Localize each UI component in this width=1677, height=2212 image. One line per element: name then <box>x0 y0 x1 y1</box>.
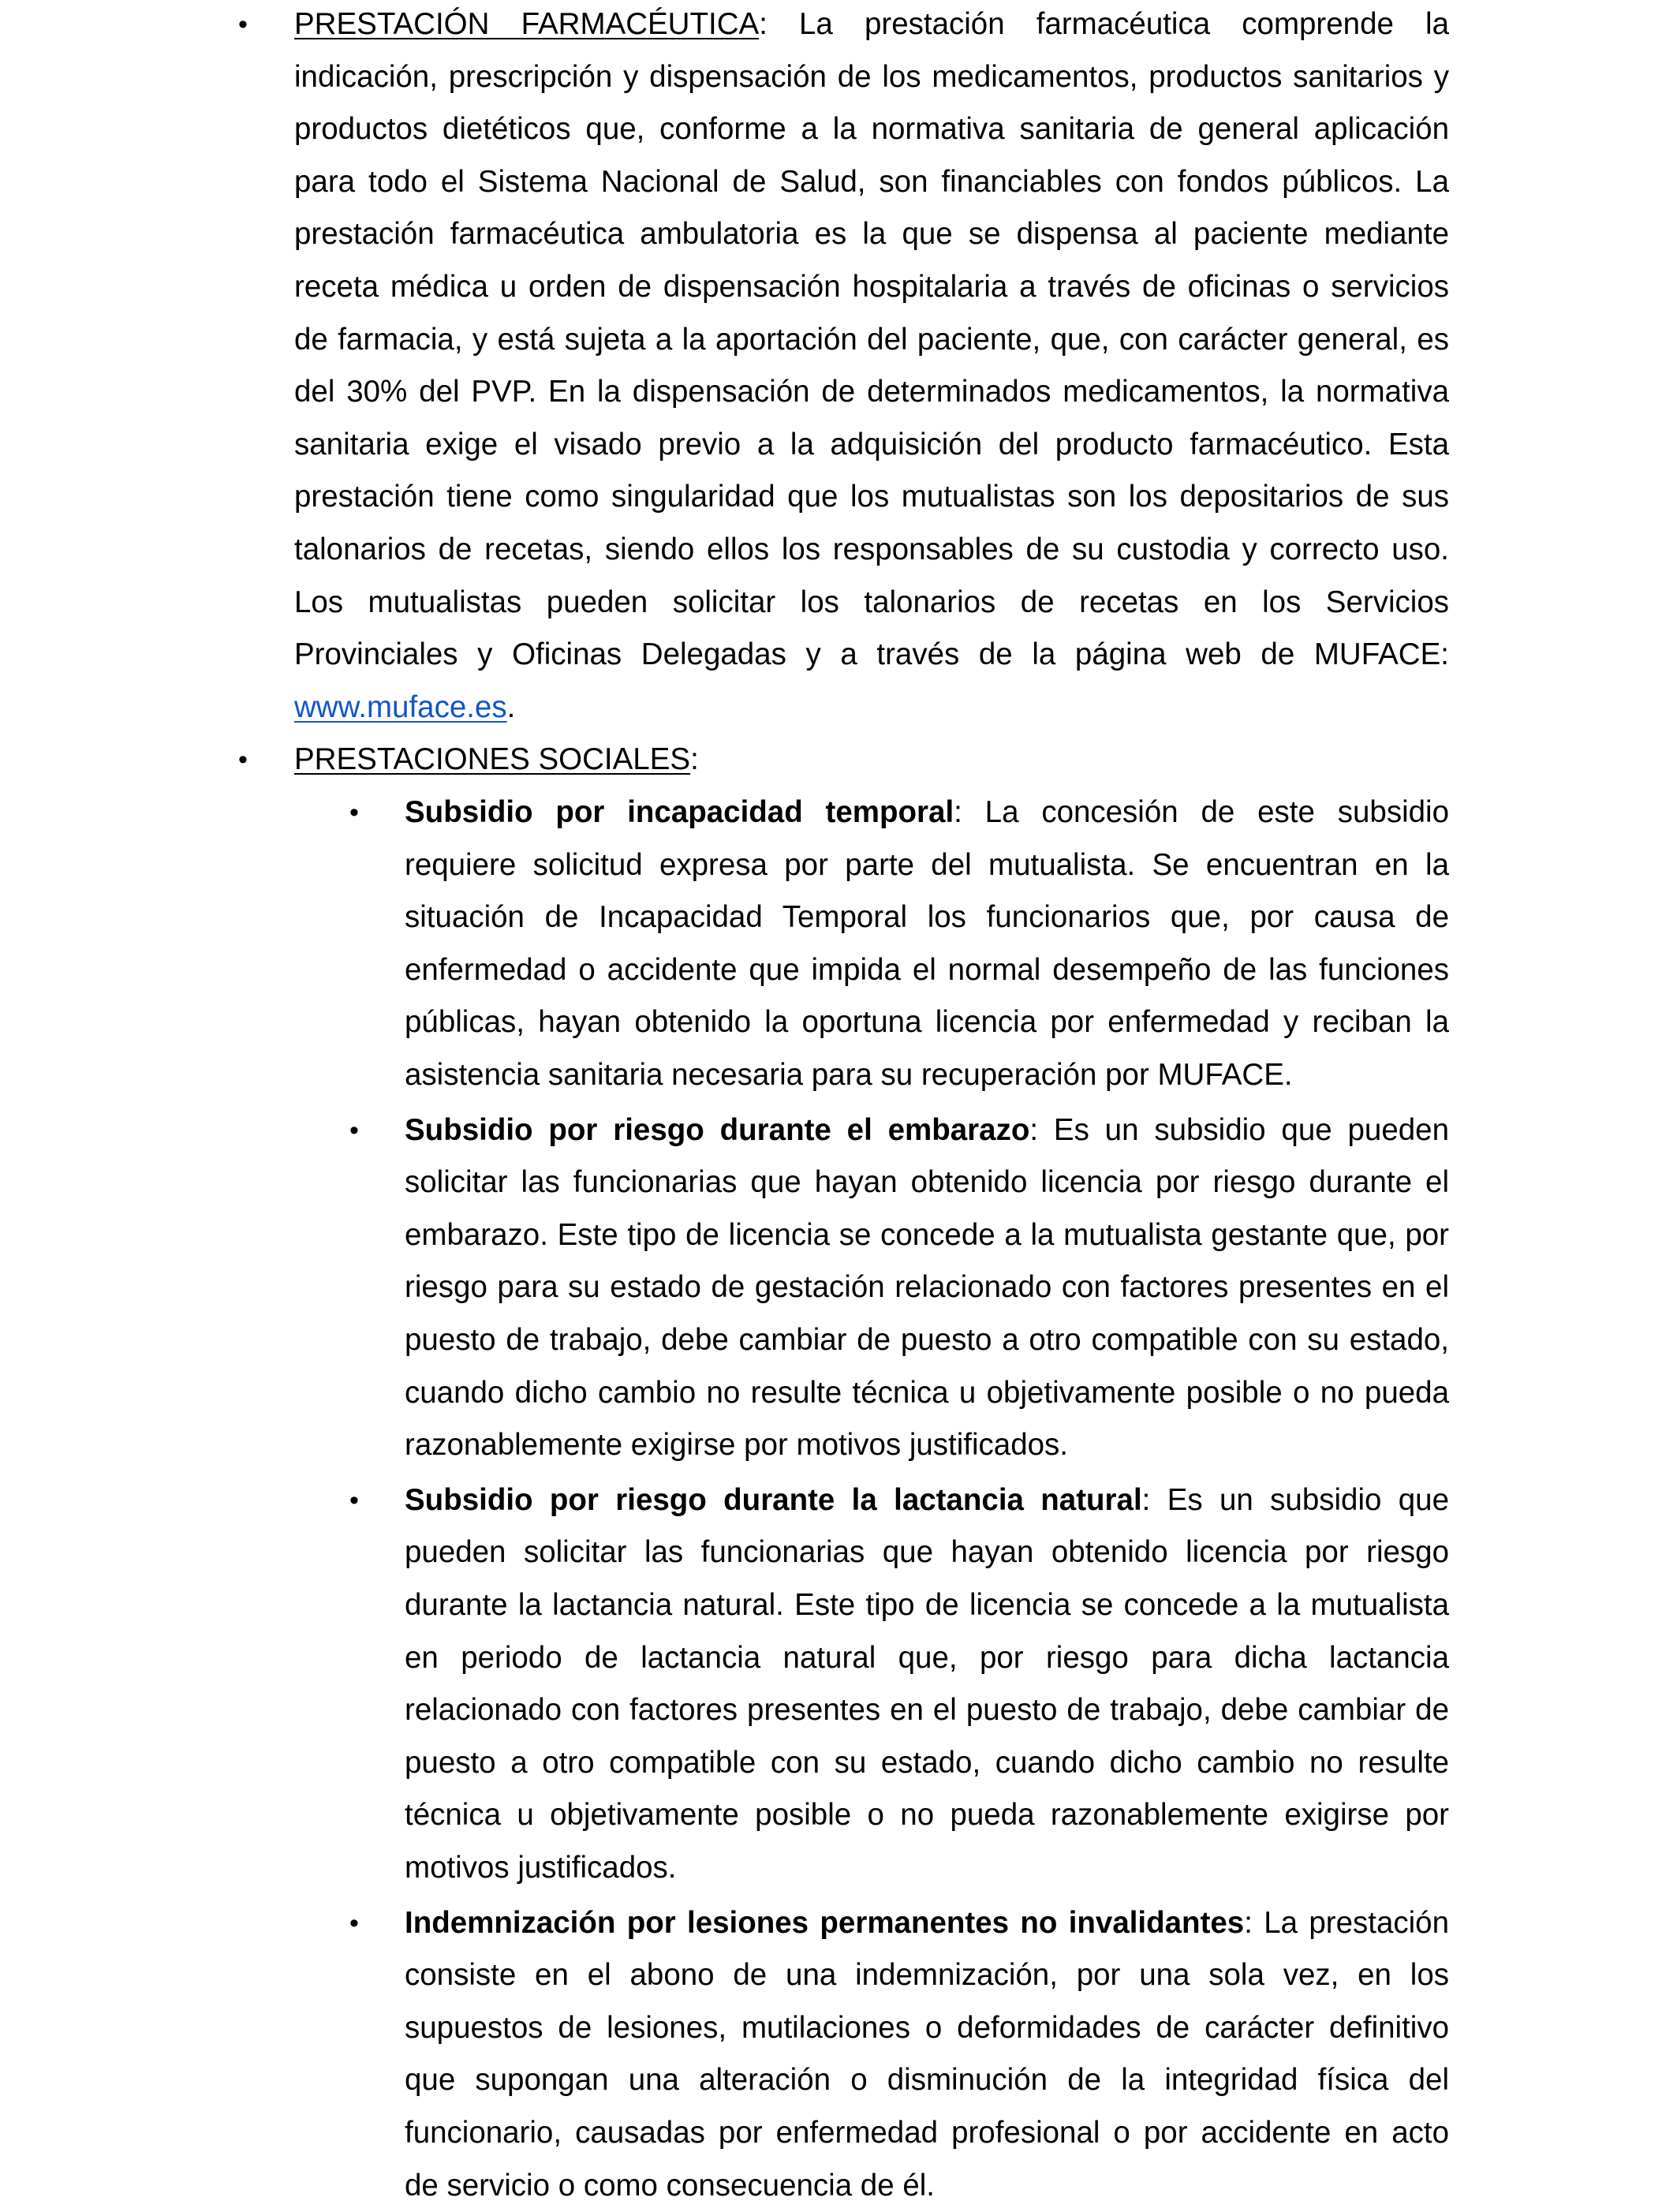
text-line <box>405 1842 1449 1895</box>
text-line <box>405 1314 1449 1367</box>
text-line <box>294 156 1449 209</box>
paragraph-text: enfermedad o accidente que impida el normal desempeño de las funciones <box>405 952 1449 987</box>
text-line <box>294 51 1449 104</box>
text-line <box>405 839 1449 892</box>
paragraph-text: durante la lactancia natural. Este tipo de licencia se concede a la mutualista <box>405 1588 1449 1622</box>
subitem-title: Subsidio por riesgo durante la lactancia natural <box>405 1482 1142 1517</box>
text-line <box>294 419 1449 472</box>
text-line <box>294 682 1449 734</box>
text-line <box>294 314 1449 367</box>
paragraph-text: embarazo. Este tipo de licencia se concede a la mutualista gestante que, por <box>405 1217 1449 1252</box>
paragraph-text: requiere solicitud expresa por parte del mutualista. Se encuentran en la <box>405 847 1449 882</box>
paragraph-text: : La concesión de este subsidio <box>954 795 1449 829</box>
heading-colon: : <box>690 742 699 777</box>
paragraph-text: funcionario, causadas por enfermedad profesional o por accidente en acto <box>405 2116 1449 2150</box>
paragraph-text: solicitar las funcionarias que hayan obtenido licencia por riesgo durante el <box>405 1165 1449 1200</box>
text-line <box>405 1261 1449 1314</box>
text-line <box>294 366 1449 419</box>
text-line <box>294 734 1449 787</box>
paragraph-text: del 30% del PVP. En la dispensación de determinados medicamentos, la normativa <box>294 375 1449 409</box>
text-line <box>405 1104 1449 1157</box>
section-heading: PRESTACIÓN FARMACÉUTICA <box>294 7 760 41</box>
text-line <box>294 629 1449 682</box>
text-line <box>405 1419 1449 1472</box>
paragraph-text: consiste en el abono de una indemnización, por una sola vez, en los <box>405 1958 1449 1993</box>
text-line <box>405 1737 1449 1790</box>
paragraph-text: para todo el Sistema Nacional de Salud, son financiables con fondos públicos. La <box>294 164 1449 199</box>
text-line <box>405 1897 1449 1950</box>
paragraph-text: : Es un subsidio que pueden <box>1029 1112 1449 1147</box>
text-line <box>405 891 1449 944</box>
paragraph-text: pueden solicitar las funcionarias que hayan obtenido licencia por riesgo <box>405 1535 1449 1570</box>
muface-link[interactable]: www.muface.es <box>294 689 507 724</box>
paragraph-text: puesto de trabajo, debe cambiar de puesto a otro compatible con su estado, <box>405 1323 1449 1357</box>
text-line <box>405 1579 1449 1632</box>
text-line <box>294 471 1449 524</box>
text-line <box>405 1632 1449 1685</box>
text-line <box>405 2002 1449 2055</box>
text-line <box>405 1049 1449 1102</box>
paragraph-text: talonarios de recetas, siendo ellos los responsables de su custodia y correcto uso. <box>294 532 1449 566</box>
paragraph-text: técnica u objetivamente posible o no pueda razonablemente exigirse por <box>405 1798 1449 1833</box>
text-line <box>405 996 1449 1049</box>
text-line <box>294 577 1449 630</box>
paragraph-text: situación de Incapacidad Temporal los funcionarios que, por causa de <box>405 900 1449 935</box>
paragraph-text: relacionado con factores presentes en el puesto de trabajo, debe cambiar de <box>405 1693 1449 1728</box>
paragraph-text: que supongan una alteración o disminución de la integridad física del <box>405 2063 1449 2098</box>
text-line <box>405 2054 1449 2107</box>
bullet-subitem: • <box>349 1485 359 1515</box>
paragraph-text: de farmacia, y está sujeta a la aportación del paciente, que, con carácter general, es <box>294 322 1449 357</box>
subitem-title: Subsidio por riesgo durante el embarazo <box>405 1112 1030 1147</box>
bullet-subitem: • <box>349 1907 359 1938</box>
paragraph-text: prestación tiene como singularidad que los mutualistas son los depositarios de sus <box>294 480 1449 514</box>
section-heading: PRESTACIONES SOCIALES <box>294 742 691 777</box>
paragraph-text: La prestación farmacéutica comprende la <box>767 7 1449 41</box>
paragraph-text: cuando dicho cambio no resulte técnica u objetivamente posible o no pueda <box>405 1375 1449 1410</box>
text-line <box>405 1209 1449 1262</box>
text-line <box>405 2107 1449 2160</box>
text-line <box>405 1949 1449 2002</box>
text-line <box>405 1526 1449 1579</box>
paragraph-text: motivos justificados. <box>405 1851 677 1885</box>
text-line <box>405 1684 1449 1737</box>
text-line <box>405 944 1449 997</box>
subitem-title: Indemnización por lesiones permanentes no invalidantes <box>405 1905 1245 1940</box>
paragraph-text: Los mutualistas pueden solicitar los talonarios de recetas en los Servicios <box>294 585 1449 619</box>
text-line <box>294 0 1449 51</box>
text-line <box>405 1156 1449 1209</box>
text-line <box>294 103 1449 156</box>
paragraph-text: públicas, hayan obtenido la oportuna licencia por enfermedad y reciban la <box>405 1005 1449 1040</box>
text-line <box>405 2160 1449 2212</box>
paragraph-text: supuestos de lesiones, mutilaciones o deformidades de carácter definitivo <box>405 2010 1449 2045</box>
text-line <box>405 1367 1449 1420</box>
subitem-title: Subsidio por incapacidad temporal <box>405 795 954 829</box>
text-line <box>294 261 1449 314</box>
paragraph-text: : La prestación <box>1244 1905 1449 1940</box>
paragraph-text: : Es un subsidio que <box>1141 1482 1449 1517</box>
text-line <box>294 208 1449 261</box>
paragraph-text: sanitaria exige el visado previo a la adquisición del producto farmacéutico. Esta <box>294 427 1449 461</box>
paragraph-text: en periodo de lactancia natural que, por riesgo para dicha lactancia <box>405 1640 1449 1675</box>
paragraph-text: productos dietéticos que, conforme a la normativa sanitaria de general aplicación <box>294 112 1449 147</box>
paragraph-text: Provinciales y Oficinas Delegadas y a través de la página web de MUFACE: <box>294 637 1449 672</box>
paragraph-text: receta médica u orden de dispensación hospitalaria a través de oficinas o servicios <box>294 270 1449 304</box>
bullet-subitem: • <box>349 798 359 828</box>
paragraph-text: riesgo para su estado de gestación relacionado con factores presentes en el <box>405 1270 1449 1305</box>
paragraph-text: puesto a otro compatible con su estado, cuando dicho cambio no resulte <box>405 1745 1449 1780</box>
paragraph-text: indicación, prescripción y dispensación de los medicamentos, productos sanitarios y <box>294 59 1449 94</box>
paragraph-text: razonablemente exigirse por motivos justificados. <box>405 1428 1068 1463</box>
bullet-farmaceutica: • <box>238 9 248 39</box>
paragraph-text: asistencia sanitaria necesaria para su recuperación por MUFACE. <box>405 1058 1293 1092</box>
text-line <box>294 524 1449 577</box>
bullet-sociales: • <box>238 745 248 775</box>
text-line <box>405 1789 1449 1842</box>
heading-colon: : <box>759 7 768 41</box>
link-period: . <box>506 689 516 724</box>
paragraph-text: de servicio o como consecuencia de él. <box>405 2168 935 2203</box>
text-line <box>405 787 1449 839</box>
bullet-subitem: • <box>349 1115 359 1145</box>
text-line <box>405 1474 1449 1527</box>
paragraph-text: prestación farmacéutica ambulatoria es la que se dispensa al paciente mediante <box>294 217 1449 252</box>
